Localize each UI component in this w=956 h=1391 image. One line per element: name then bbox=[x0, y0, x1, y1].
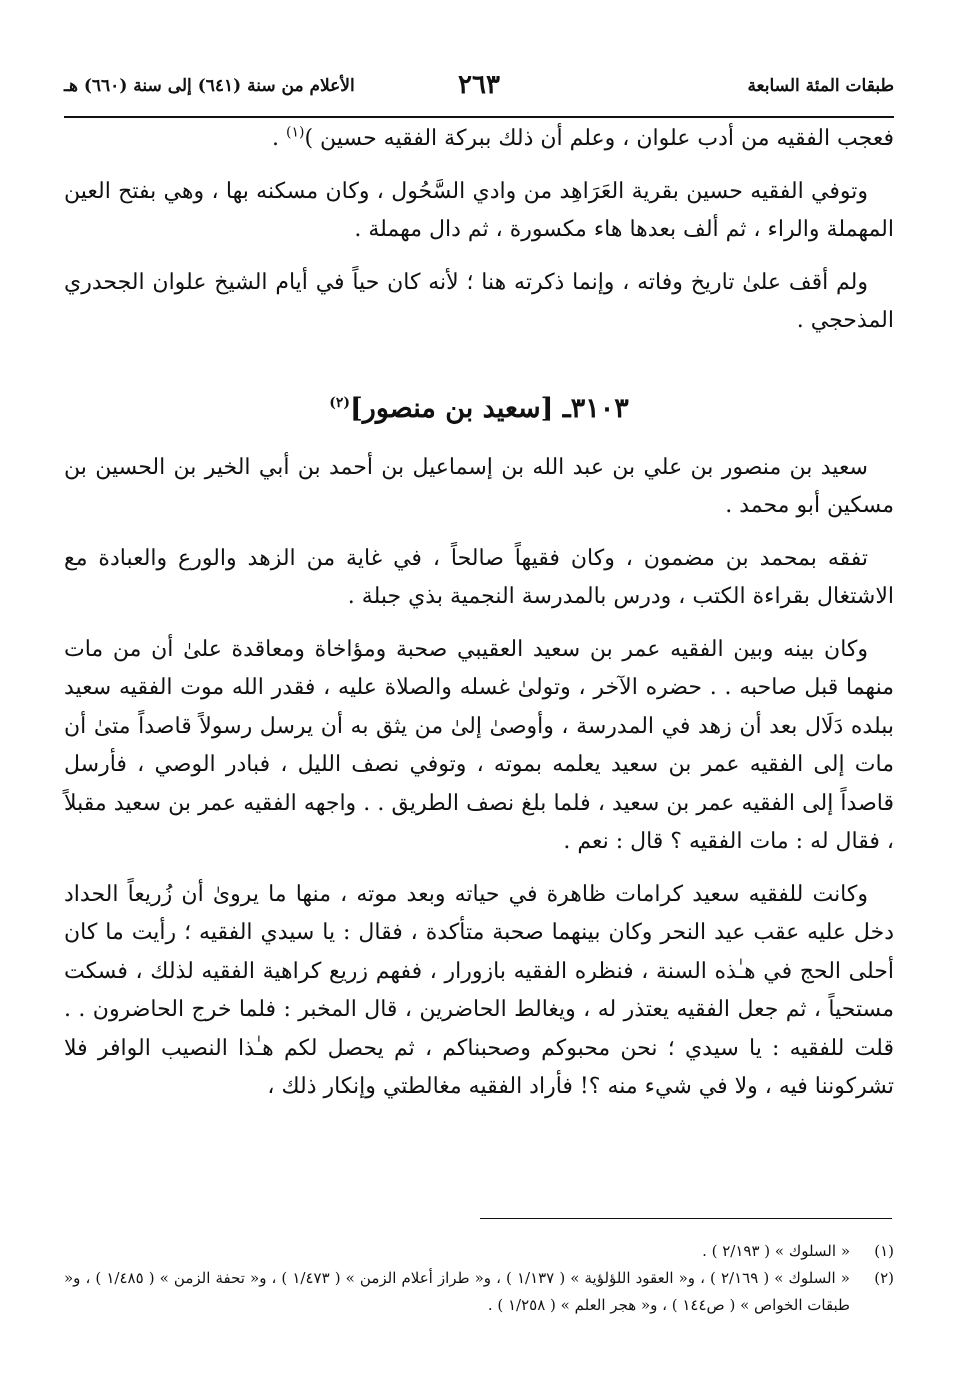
volume-range-title: الأعلام من سنة (٦٤١) إلى سنة (٦٦٠) هـ bbox=[64, 76, 355, 96]
footnote bbox=[64, 1265, 894, 1319]
page-number: ٢٦٣ bbox=[458, 70, 500, 100]
footnote-rule bbox=[480, 1218, 892, 1219]
main-text bbox=[64, 120, 894, 1121]
paragraph: وكان بينه وبين الفقيه عمر بن سعيد العقيبي صحبة ومؤاخاة ومعاقدة علىٰ أن من مات منهما قبل صاحبه . . حضره الآخر ، وتولىٰ غسله والصلاة عليه ، فقدر الله موت الفقيه سعيد ببلده دَلَال بعد أن زهد في المدرسة ، وأوصىٰ إلىٰ من يثق به أن يرسل رسولاً قاصداً متىٰ أن مات إلى الفقيه عمر بن سعيد يعلمه بموته ، وتوفي نصف الليل ، فبادر الوصي ، فأرسل قاصداً إلى الفقيه عمر بن سعيد ، فلما بلغ نصف الطريق . . واجهه الفقيه عمر بن سعيد مقبلاً ، فقال له : مات الفقيه ؟ قال : نعم . bbox=[64, 636, 894, 854]
paragraph: سعيد بن منصور بن علي بن عبد الله بن إسماعيل بن أحمد بن أبي الخير بن الحسين بن مسكين أبو محمد . bbox=[64, 454, 894, 518]
entry-heading bbox=[64, 389, 894, 429]
footnote-ref: (٢) bbox=[329, 394, 351, 411]
running-header bbox=[64, 70, 894, 104]
paragraph: تفقه بمحمد بن مضمون ، وكان فقيهاً صالحاً ، في غاية من الزهد والورع والعبادة مع الاشتغال بقراءة الكتب ، ودرس بالمدرسة النجمية بذي جبلة . bbox=[64, 545, 894, 609]
footnotes bbox=[64, 1238, 894, 1319]
footnote-text: « السلوك » ( ٢/١٦٩ ) ، و« العقود اللؤلؤية » ( ١/١٣٧ ) ، و« طراز أعلام الزمن » ( ١/٤٧٣ ) ، و« تحفة الزمن » ( ١/٤٨٥ ) ، و« طبقات الخواص » ( ص١٤٤ ) ، و« هجر العلم » ( ١/٢٥٨ ) . bbox=[64, 1269, 850, 1314]
paragraph: وتوفي الفقيه حسين بقرية العَرَاهِد من وادي السَّحُول ، وكان مسكنه بها ، وهي بفتح العين المهملة والراء ، ثم ألف بعدها هاء مكسورة ، ثم دال مهملة . bbox=[64, 178, 894, 242]
paragraph: وكانت للفقيه سعيد كرامات ظاهرة في حياته وبعد موته ، منها ما يروىٰ أن زُريعاً الحداد دخل عليه عقب عيد النحر وكان بينهما صحبة متأكدة ، فقال : يا سيدي الفقيه ؛ رأيت ما كان أحلى الحج في هـٰذه السنة ، فنظره الفقيه بازورار ، ففهم زريع كراهية الفقيه لذلك ، فسكت مستحياً ، ثم جعل الفقيه يعتذر له ، ويغالط الحاضرين ، قال المخبر : فلما خرج الحاضرون . . قلت للفقيه : يا سيدي ؛ نحن محبوكم وصحبناكم ، ثم يحصل لكم هـٰذا النصيب الوافر فلا تشركوننا فيه ، ولا في شيء منه ؟! فأراد الفقيه مغالطتي وإنكار ذلك ، bbox=[64, 881, 894, 1099]
paragraph: فعجب الفقيه من أدب علوان ، وعلم أن ذلك ببركة الفقيه حسين )$^{(١)}$ . bbox=[272, 124, 894, 151]
footnote bbox=[64, 1238, 894, 1265]
header-rule bbox=[64, 116, 894, 118]
entry-heading-text: ٣١٠٣ـ [سعيد بن منصور] bbox=[350, 392, 629, 424]
footnote-number: (٢) bbox=[874, 1269, 894, 1287]
footnote-text: « السلوك » ( ٢/١٩٣ ) . bbox=[702, 1242, 850, 1260]
book-section-title: طبقات المئة السابعة bbox=[747, 76, 894, 96]
footnote-number: (١) bbox=[874, 1242, 894, 1260]
paragraph: ولم أقف علىٰ تاريخ وفاته ، وإنما ذكرته هنا ؛ لأنه كان حياً في أيام الشيخ علوان الجحدري المذحجي . bbox=[64, 269, 894, 333]
footnote-ref: (١) bbox=[286, 124, 305, 141]
